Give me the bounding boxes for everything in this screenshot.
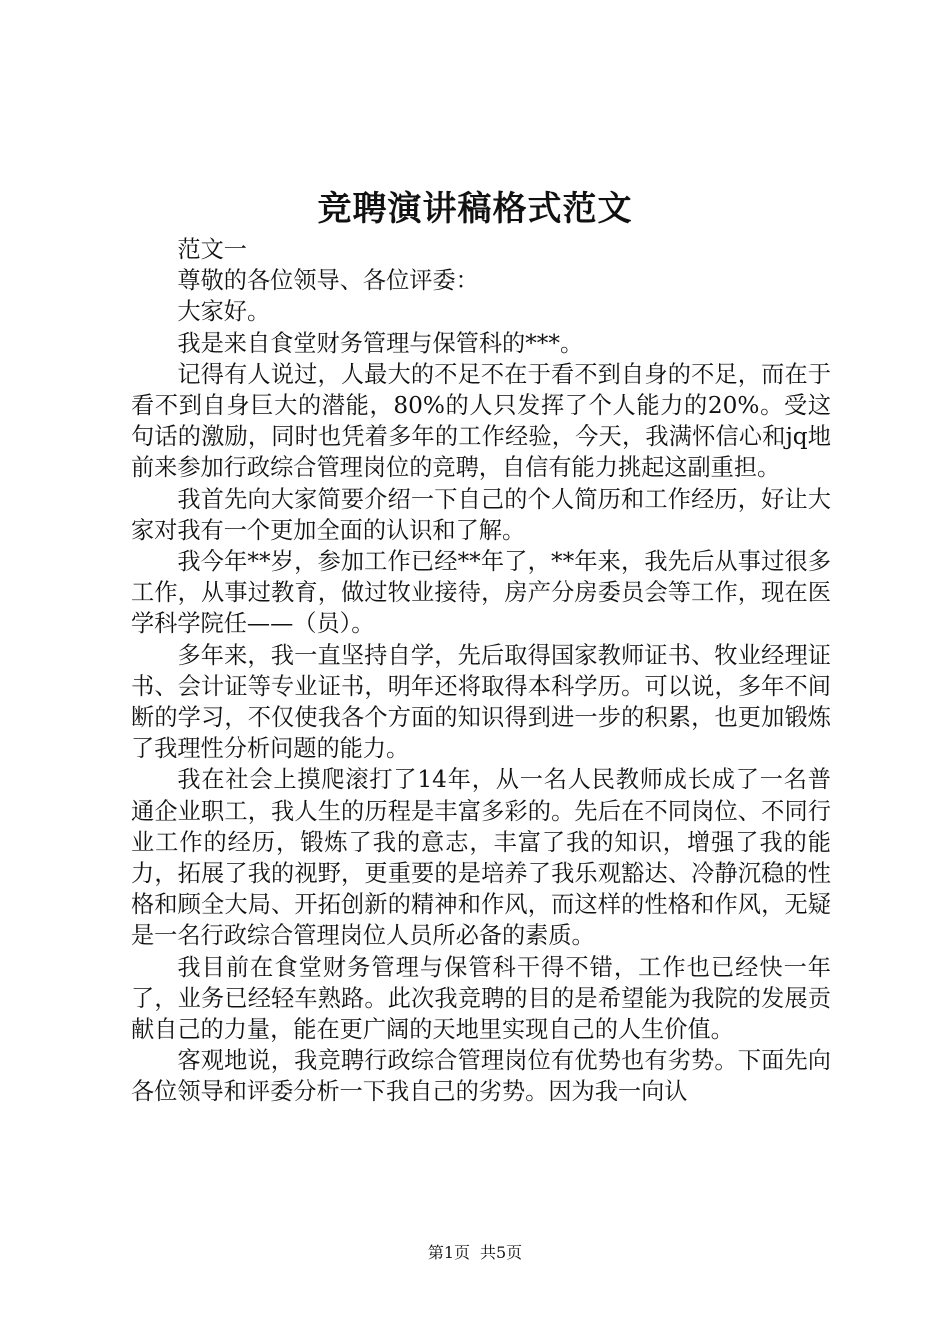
paragraph-current-role: 我目前在食堂财务管理与保管科干得不错，工作也已经快一年了，业务已经轻车熟路。此次我竞聘的目的是希望能为我院的发展贡献自己的力量，能在更广阔的天地里实现自己的人生价值。 <box>131 953 831 1044</box>
paragraph-work-history: 我今年**岁，参加工作已经**年了，**年来，我先后从事过很多工作，从事过教育，做过牧业接待，房产分房委员会等工作，现在医学科学院任——（员）。 <box>131 548 831 638</box>
paragraph-greeting: 大家好。 <box>177 298 271 326</box>
paragraph-greeting-address: 尊敬的各位领导、各位评委： <box>177 267 479 295</box>
page-footer <box>0 1241 950 1265</box>
page-total: 共5页 <box>480 1243 523 1262</box>
page-number: 第1页 <box>427 1243 470 1262</box>
paragraph-motivation: 记得有人说过，人最大的不足不在于看不到自身的不足，而在于看不到自身巨大的潜能，80%的人只发挥了个人能力的20%。受这句话的激励，同时也凭着多年的工作经验，今天，我满怀信心和jq地前来参加行政综合管理岗位的竞聘，自信有能力挑起这副重担。 <box>131 360 831 482</box>
paragraph-strengths-weaknesses: 客观地说，我竞聘行政综合管理岗位有优势也有劣势。下面先向各位领导和评委分析一下我自己的劣势。因为我一向认 <box>131 1047 831 1106</box>
paragraph-salutation-heading: 范文一 <box>177 236 247 263</box>
paragraph-experience: 我在社会上摸爬滚打了14年，从一名人民教师成长成了一名普通企业职工，我人生的历程是丰富多彩的。先后在不同岗位、不同行业工作的经历，锻炼了我的意志，丰富了我的知识，增强了我的能力，拓展了我的视野，更重要的是培养了我乐观豁达、冷静沉稳的性格和顾全大局、开拓创新的精神和作风，而这样的性格和作风，无疑是一名行政综合管理岗位人员所必备的素质。 <box>131 766 831 950</box>
document-body <box>131 234 831 1108</box>
paragraph-self-study: 多年来，我一直坚持自学，先后取得国家教师证书、牧业经理证书、会计证等专业证书，明年还将取得本科学历。可以说，多年不间断的学习，不仅使我各个方面的知识得到进一步的积累，也更加锻炼了我理性分析问题的能力。 <box>131 641 831 763</box>
paragraph-self-intro: 我是来自食堂财务管理与保管科的***。 <box>177 329 584 357</box>
paragraph-resume-intro: 我首先向大家简要介绍一下自己的个人简历和工作经历，好让大家对我有一个更加全面的认识和了解。 <box>131 485 831 544</box>
document-title: 竞聘演讲稿格式范文 <box>317 189 633 229</box>
